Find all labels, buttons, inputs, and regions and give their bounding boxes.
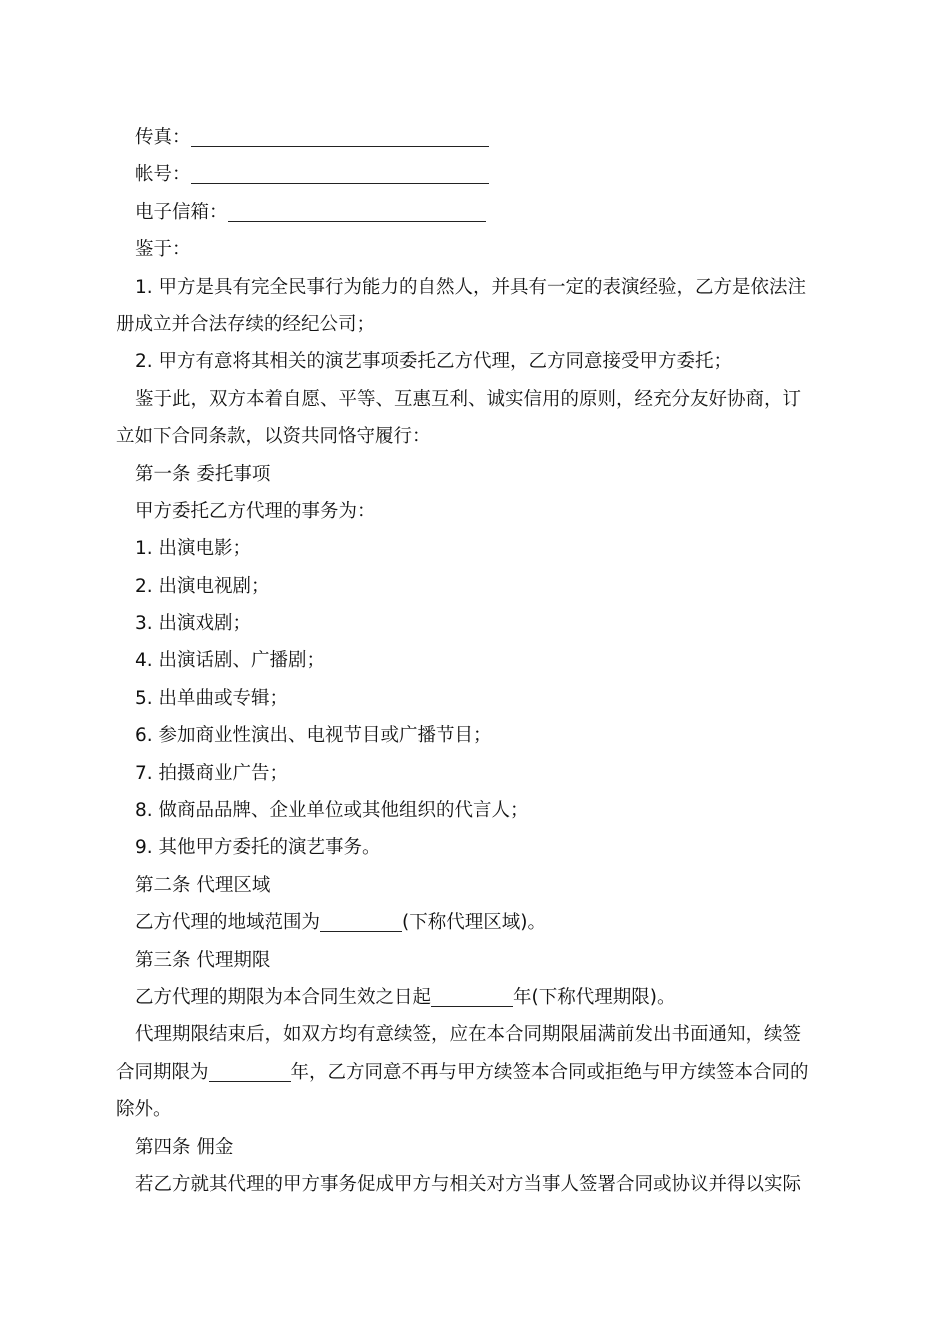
list-item: 8. 做商品品牌、企业单位或其他组织的代言人； [135,800,529,822]
article-2-text-end: (下称代理区域)。 [402,912,546,934]
recital-1-line-2: 册成立并合法存续的经纪公司； [116,313,376,335]
email-label: 电子信箱： [135,201,228,223]
article-4-text: 若乙方就其代理的甲方事务促成甲方与相关对方当事人签署合同或协议并得以实际 [135,1173,802,1195]
whereas-heading: 鉴于： [135,239,191,261]
article-2-title: 第二条 代理区域 [135,874,271,896]
email-blank[interactable] [228,220,486,222]
list-item: 6. 参加商业性演出、电视节目或广播节目； [135,725,492,747]
contract-body [116,119,836,1203]
list-item: 9. 其他甲方委托的演艺事务。 [135,837,381,859]
agreement-line-2: 立如下合同条款，以资共同恪守履行： [116,426,431,448]
recital-2: 2. 甲方有意将其相关的演艺事项委托乙方代理，乙方同意接受甲方委托； [135,351,733,373]
renew-text-end: 年，乙方同意不再与甲方续签本合同或拒绝与甲方续签本合同的 [290,1061,809,1083]
list-item: 3. 出演戏剧； [135,613,252,635]
renew-years-blank[interactable] [209,1080,291,1082]
email-field [116,194,836,231]
article-3-renew-line-3: 除外。 [116,1099,172,1121]
article-3-text [116,979,836,1016]
article-2-text-start: 乙方代理的地域范围为 [135,912,321,934]
list-item: 7. 拍摄商业广告； [135,762,289,784]
list-item: 2. 出演电视剧； [135,575,270,597]
article-3-text-end: 年(下称代理期限)。 [513,986,676,1008]
article-4-title: 第四条 佣金 [135,1136,234,1158]
account-field [116,156,836,193]
list-item: 1. 出演电影； [135,538,252,560]
article-3-title: 第三条 代理期限 [135,949,271,971]
account-label: 帐号： [135,164,191,186]
term-years-blank[interactable] [431,1005,513,1007]
region-blank[interactable] [320,930,402,932]
renew-text-start: 合同期限为 [116,1061,209,1083]
account-blank[interactable] [191,182,489,184]
article-2-text [116,904,836,941]
article-1-intro: 甲方委托乙方代理的事务为： [135,500,376,522]
fax-label: 传真： [135,127,191,148]
list-item: 5. 出单曲或专辑； [135,687,289,709]
article-1-title: 第一条 委托事项 [135,463,271,485]
list-item: 4. 出演话剧、广播剧； [135,650,326,672]
recital-1-line-1: 1. 甲方是具有完全民事行为能力的自然人，并具有一定的表演经验，乙方是依法注 [135,276,807,298]
article-3-renew-line-1: 代理期限结束后，如双方均有意续签，应在本合同期限届满前发出书面通知，续签 [135,1024,802,1046]
article-3-renew-line-2 [116,1054,836,1091]
article-3-text-start: 乙方代理的期限为本合同生效之日起 [135,986,432,1008]
fax-field [116,119,836,156]
agreement-line-1: 鉴于此，双方本着自愿、平等、互惠互利、诚实信用的原则，经充分友好协商，订 [135,388,802,410]
fax-blank[interactable] [191,145,489,147]
